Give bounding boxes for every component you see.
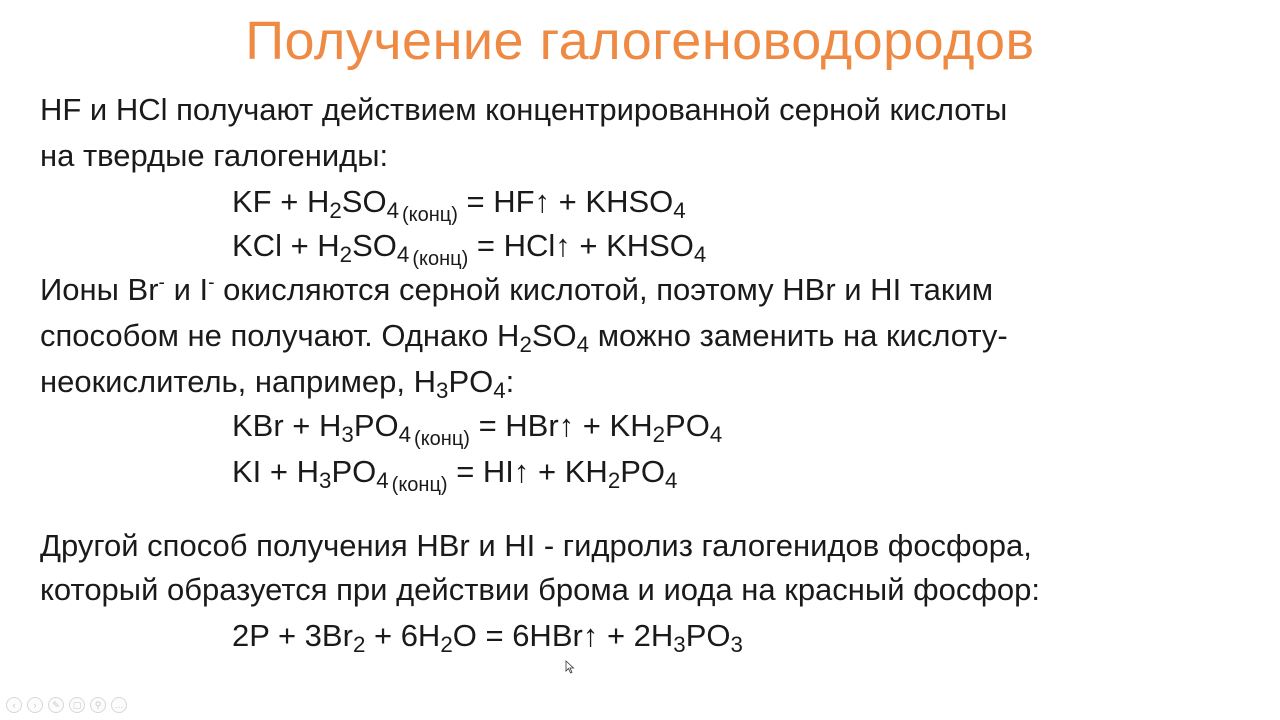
slide-title: Получение галогеноводородов — [245, 11, 1035, 71]
pen-tool-button[interactable]: ✎ — [48, 697, 64, 713]
equation-kcl: KCl + $H_2SO_4$ $_{(конц)}$ = HCl↑ + $KHSO_4$ — [232, 228, 707, 270]
condition-label: (конц) — [391, 474, 448, 496]
equation-kbr: KBr + $H_3PO_4$ $_{(конц)}$ = HBr↑ + $KH_2PO_4$ — [232, 408, 723, 450]
previous-slide-button[interactable]: ‹ — [6, 697, 22, 713]
paragraph-2-line-1: Ионы Br- и I- окисляются серной кислотой, поэтому HBr и HI таким — [40, 272, 994, 307]
equation-phosphorus: $2P + 3Br_2 + 6H_2O$ = 6HBr↑ + $2H_3PO_3$ — [232, 618, 743, 658]
equation-kf: KF + $H_2SO_4$ $_{(конц)}$ = HF↑ + $KHSO_4$ — [232, 184, 686, 226]
gas-arrow-icon: ↑ — [513, 454, 530, 489]
more-options-button[interactable]: … — [111, 697, 127, 713]
condition-label: (конц) — [414, 428, 470, 450]
gas-arrow-icon: ↑ — [555, 228, 571, 263]
equation-ki: KI + $H_3PO_4$ $_{(конц)}$ = HI↑ + $KH_2PO_4$ — [232, 454, 678, 496]
paragraph-3-line-1: Другой способ получения HBr и HI - гидролиз галогенидов фосфора, — [40, 528, 1032, 563]
paragraph-1-line-1: HF и HCl получают действием концентрированной серной кислоты — [40, 92, 1008, 127]
condition-label: (конц) — [401, 204, 458, 226]
condition-label: (конц) — [412, 248, 469, 270]
mouse-cursor-icon — [565, 660, 575, 674]
paragraph-1-line-2: на твердые галогениды: — [40, 138, 389, 173]
next-slide-button[interactable]: › — [27, 697, 43, 713]
zoom-button[interactable]: ⚲ — [90, 697, 106, 713]
see-all-slides-button[interactable]: ▢ — [69, 697, 85, 713]
paragraph-2-line-2: способом не получают. Однако $H_2SO_4$ можно заменить на кислоту- — [40, 318, 1008, 358]
slideshow-toolbar — [6, 697, 127, 715]
gas-arrow-icon: ↑ — [534, 184, 551, 219]
gas-arrow-icon: ↑ — [582, 618, 599, 653]
paragraph-3-line-2: который образуется при действии брома и иода на красный фосфор: — [40, 572, 1040, 607]
gas-arrow-icon: ↑ — [558, 408, 575, 443]
paragraph-2-line-3: неокислитель, например, $H_3PO_4$: — [40, 364, 515, 404]
